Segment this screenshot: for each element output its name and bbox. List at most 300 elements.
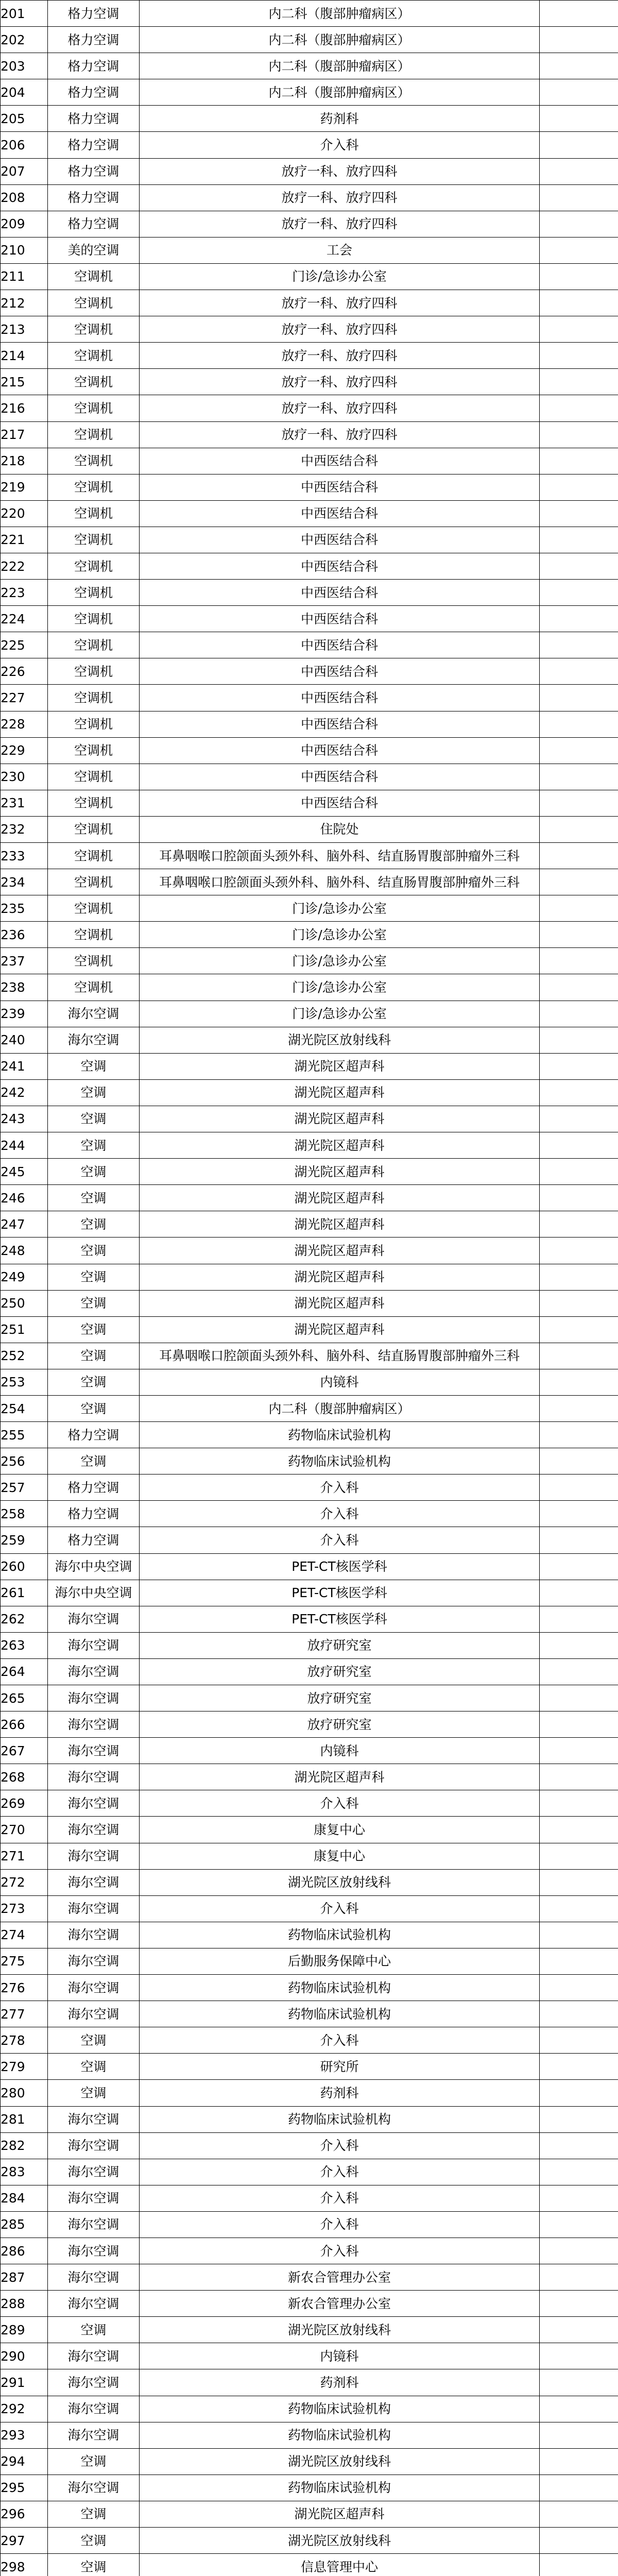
row-number-cell: 251 bbox=[1, 1316, 48, 1343]
row-number-cell: 239 bbox=[1, 1001, 48, 1027]
empty-cell bbox=[540, 1238, 618, 1264]
department-cell: 中西医结合科 bbox=[140, 632, 540, 658]
row-number-cell: 205 bbox=[1, 106, 48, 132]
equipment-type-cell: 海尔空调 bbox=[48, 2106, 140, 2132]
department-cell: 新农合管理办公室 bbox=[140, 2264, 540, 2291]
department-cell: 湖光院区超声科 bbox=[140, 1290, 540, 1316]
table-row bbox=[1, 263, 618, 290]
empty-cell bbox=[540, 1922, 618, 1948]
empty-cell bbox=[540, 1343, 618, 1369]
row-number-cell: 286 bbox=[1, 2238, 48, 2264]
table-row bbox=[1, 580, 618, 606]
equipment-type-cell: 空调 bbox=[48, 1185, 140, 1211]
table-row bbox=[1, 2238, 618, 2264]
department-cell: 湖光院区超声科 bbox=[140, 1079, 540, 1106]
empty-cell bbox=[540, 632, 618, 658]
empty-cell bbox=[540, 1606, 618, 1632]
department-cell: 中西医结合科 bbox=[140, 764, 540, 790]
empty-cell bbox=[540, 158, 618, 184]
row-number-cell: 237 bbox=[1, 948, 48, 974]
table-row bbox=[1, 500, 618, 527]
equipment-type-cell: 空调机 bbox=[48, 553, 140, 579]
table-row bbox=[1, 395, 618, 421]
row-number-cell: 221 bbox=[1, 527, 48, 553]
equipment-type-cell: 海尔空调 bbox=[48, 1685, 140, 1711]
table-row bbox=[1, 1316, 618, 1343]
table-row bbox=[1, 421, 618, 448]
equipment-type-cell: 海尔空调 bbox=[48, 1711, 140, 1738]
row-number-cell: 203 bbox=[1, 53, 48, 79]
table-row bbox=[1, 1817, 618, 1843]
row-number-cell: 226 bbox=[1, 658, 48, 685]
department-cell: 中西医结合科 bbox=[140, 448, 540, 474]
department-cell: 药物临床试验机构 bbox=[140, 2475, 540, 2501]
equipment-type-cell: 海尔空调 bbox=[48, 1895, 140, 1922]
equipment-type-cell: 格力空调 bbox=[48, 1527, 140, 1553]
row-number-cell: 292 bbox=[1, 2396, 48, 2422]
equipment-type-cell: 空调机 bbox=[48, 816, 140, 842]
department-cell: 中西医结合科 bbox=[140, 658, 540, 685]
equipment-type-cell: 空调 bbox=[48, 1132, 140, 1159]
department-cell: 放疗研究室 bbox=[140, 1711, 540, 1738]
table-row bbox=[1, 1975, 618, 2001]
table-row bbox=[1, 2554, 618, 2576]
department-cell: 介入科 bbox=[140, 1790, 540, 1817]
department-cell: 门诊/急诊办公室 bbox=[140, 895, 540, 922]
row-number-cell: 212 bbox=[1, 290, 48, 316]
empty-cell bbox=[540, 1369, 618, 1395]
table-row bbox=[1, 237, 618, 263]
department-cell: 内镜科 bbox=[140, 2343, 540, 2369]
empty-cell bbox=[540, 816, 618, 842]
row-number-cell: 241 bbox=[1, 1053, 48, 1079]
empty-cell bbox=[540, 1685, 618, 1711]
row-number-cell: 206 bbox=[1, 132, 48, 158]
equipment-type-cell: 格力空调 bbox=[48, 79, 140, 106]
empty-cell bbox=[540, 1132, 618, 1159]
equipment-type-cell: 空调 bbox=[48, 1079, 140, 1106]
department-cell: 介入科 bbox=[140, 1527, 540, 1553]
equipment-type-cell: 空调 bbox=[48, 2554, 140, 2576]
table-row bbox=[1, 632, 618, 658]
department-cell: 内二科（腹部肿瘤病区） bbox=[140, 79, 540, 106]
department-cell: PET-CT核医学科 bbox=[140, 1580, 540, 1606]
empty-cell bbox=[540, 1632, 618, 1658]
table-row bbox=[1, 2185, 618, 2211]
table-row bbox=[1, 184, 618, 211]
equipment-type-cell: 格力空调 bbox=[48, 1501, 140, 1527]
row-number-cell: 257 bbox=[1, 1475, 48, 1501]
empty-cell bbox=[540, 711, 618, 737]
empty-cell bbox=[540, 1895, 618, 1922]
row-number-cell: 255 bbox=[1, 1422, 48, 1448]
table-row bbox=[1, 2422, 618, 2448]
row-number-cell: 248 bbox=[1, 1238, 48, 1264]
equipment-type-cell: 空调机 bbox=[48, 263, 140, 290]
row-number-cell: 244 bbox=[1, 1132, 48, 1159]
empty-cell bbox=[540, 2132, 618, 2159]
table-row bbox=[1, 1580, 618, 1606]
equipment-type-cell: 海尔空调 bbox=[48, 1027, 140, 1053]
row-number-cell: 222 bbox=[1, 553, 48, 579]
empty-cell bbox=[540, 580, 618, 606]
equipment-type-cell: 空调机 bbox=[48, 606, 140, 632]
table-row bbox=[1, 1238, 618, 1264]
table-row bbox=[1, 2369, 618, 2396]
department-cell: 门诊/急诊办公室 bbox=[140, 1001, 540, 1027]
equipment-type-cell: 海尔空调 bbox=[48, 2343, 140, 2369]
row-number-cell: 269 bbox=[1, 1790, 48, 1817]
department-cell: 湖光院区放射线科 bbox=[140, 2317, 540, 2343]
row-number-cell: 256 bbox=[1, 1448, 48, 1475]
empty-cell bbox=[540, 869, 618, 895]
equipment-type-cell: 空调机 bbox=[48, 343, 140, 369]
department-cell: 湖光院区放射线科 bbox=[140, 1027, 540, 1053]
department-cell: 门诊/急诊办公室 bbox=[140, 948, 540, 974]
department-cell: 研究所 bbox=[140, 2054, 540, 2080]
empty-cell bbox=[540, 1185, 618, 1211]
equipment-type-cell: 空调机 bbox=[48, 580, 140, 606]
empty-cell bbox=[540, 1422, 618, 1448]
row-number-cell: 201 bbox=[1, 1, 48, 27]
empty-cell bbox=[540, 1501, 618, 1527]
department-cell: 湖光院区超声科 bbox=[140, 1238, 540, 1264]
department-cell: 药剂科 bbox=[140, 2369, 540, 2396]
equipment-type-cell: 海尔空调 bbox=[48, 2422, 140, 2448]
table-row bbox=[1, 843, 618, 869]
row-number-cell: 250 bbox=[1, 1290, 48, 1316]
empty-cell bbox=[540, 658, 618, 685]
row-number-cell: 291 bbox=[1, 2369, 48, 2396]
row-number-cell: 258 bbox=[1, 1501, 48, 1527]
empty-cell bbox=[540, 369, 618, 395]
department-cell: 湖光院区超声科 bbox=[140, 1132, 540, 1159]
table-row bbox=[1, 2291, 618, 2317]
equipment-type-cell: 空调机 bbox=[48, 711, 140, 737]
department-cell: 药物临床试验机构 bbox=[140, 2001, 540, 2027]
department-cell: 内二科（腹部肿瘤病区） bbox=[140, 27, 540, 53]
row-number-cell: 280 bbox=[1, 2080, 48, 2106]
table-row bbox=[1, 764, 618, 790]
table-row bbox=[1, 1343, 618, 1369]
empty-cell bbox=[540, 290, 618, 316]
department-cell: 药物临床试验机构 bbox=[140, 1448, 540, 1475]
table-row bbox=[1, 2159, 618, 2185]
department-cell: 门诊/急诊办公室 bbox=[140, 263, 540, 290]
empty-cell bbox=[540, 421, 618, 448]
empty-cell bbox=[540, 1580, 618, 1606]
row-number-cell: 229 bbox=[1, 737, 48, 764]
table-row bbox=[1, 1, 618, 27]
table-row bbox=[1, 974, 618, 1001]
row-number-cell: 209 bbox=[1, 211, 48, 237]
row-number-cell: 270 bbox=[1, 1817, 48, 1843]
row-number-cell: 294 bbox=[1, 2448, 48, 2475]
department-cell: 湖光院区放射线科 bbox=[140, 2448, 540, 2475]
row-number-cell: 273 bbox=[1, 1895, 48, 1922]
empty-cell bbox=[540, 2475, 618, 2501]
department-cell: 湖光院区超声科 bbox=[140, 1106, 540, 1132]
department-cell: 放疗一科、放疗四科 bbox=[140, 211, 540, 237]
department-cell: 中西医结合科 bbox=[140, 500, 540, 527]
row-number-cell: 287 bbox=[1, 2264, 48, 2291]
department-cell: 耳鼻咽喉口腔颌面头颈外科、脑外科、结直肠胃腹部肿瘤外三科 bbox=[140, 869, 540, 895]
empty-cell bbox=[540, 790, 618, 816]
equipment-type-cell: 海尔空调 bbox=[48, 1001, 140, 1027]
equipment-type-cell: 海尔空调 bbox=[48, 1922, 140, 1948]
table-row bbox=[1, 1711, 618, 1738]
equipment-type-cell: 空调 bbox=[48, 2448, 140, 2475]
department-cell: 后勤服务保障中心 bbox=[140, 1948, 540, 1974]
department-cell: 介入科 bbox=[140, 1475, 540, 1501]
department-cell: 放疗一科、放疗四科 bbox=[140, 290, 540, 316]
row-number-cell: 253 bbox=[1, 1369, 48, 1395]
department-cell: 放疗研究室 bbox=[140, 1658, 540, 1685]
equipment-type-cell: 空调 bbox=[48, 1316, 140, 1343]
table-row bbox=[1, 158, 618, 184]
equipment-type-cell: 海尔空调 bbox=[48, 2291, 140, 2317]
equipment-type-cell: 海尔空调 bbox=[48, 1790, 140, 1817]
row-number-cell: 216 bbox=[1, 395, 48, 421]
row-number-cell: 263 bbox=[1, 1632, 48, 1658]
equipment-type-cell: 格力空调 bbox=[48, 27, 140, 53]
row-number-cell: 232 bbox=[1, 816, 48, 842]
row-number-cell: 202 bbox=[1, 27, 48, 53]
table-row bbox=[1, 2264, 618, 2291]
equipment-type-cell: 格力空调 bbox=[48, 1475, 140, 1501]
table-row bbox=[1, 1553, 618, 1580]
empty-cell bbox=[540, 2422, 618, 2448]
row-number-cell: 260 bbox=[1, 1553, 48, 1580]
department-cell: 放疗研究室 bbox=[140, 1685, 540, 1711]
empty-cell bbox=[540, 2159, 618, 2185]
empty-cell bbox=[540, 2369, 618, 2396]
row-number-cell: 225 bbox=[1, 632, 48, 658]
table-row bbox=[1, 290, 618, 316]
empty-cell bbox=[540, 2317, 618, 2343]
row-number-cell: 293 bbox=[1, 2422, 48, 2448]
row-number-cell: 282 bbox=[1, 2132, 48, 2159]
table-row bbox=[1, 1922, 618, 1948]
equipment-type-cell: 空调机 bbox=[48, 500, 140, 527]
table-row bbox=[1, 606, 618, 632]
empty-cell bbox=[540, 2238, 618, 2264]
equipment-type-cell: 空调机 bbox=[48, 764, 140, 790]
equipment-type-cell: 空调机 bbox=[48, 474, 140, 500]
department-cell: 湖光院区超声科 bbox=[140, 1764, 540, 1790]
empty-cell bbox=[540, 1869, 618, 1895]
department-cell: 湖光院区超声科 bbox=[140, 1264, 540, 1290]
row-number-cell: 261 bbox=[1, 1580, 48, 1606]
empty-cell bbox=[540, 263, 618, 290]
table-row bbox=[1, 1159, 618, 1185]
row-number-cell: 272 bbox=[1, 1869, 48, 1895]
empty-cell bbox=[540, 2001, 618, 2027]
department-cell: 中西医结合科 bbox=[140, 580, 540, 606]
table-row bbox=[1, 1764, 618, 1790]
department-cell: 介入科 bbox=[140, 132, 540, 158]
row-number-cell: 231 bbox=[1, 790, 48, 816]
table-row bbox=[1, 2211, 618, 2238]
row-number-cell: 288 bbox=[1, 2291, 48, 2317]
table-row bbox=[1, 1632, 618, 1658]
department-cell: 中西医结合科 bbox=[140, 474, 540, 500]
equipment-type-cell: 格力空调 bbox=[48, 211, 140, 237]
department-cell: 药物临床试验机构 bbox=[140, 1922, 540, 1948]
department-cell: 湖光院区超声科 bbox=[140, 1185, 540, 1211]
empty-cell bbox=[540, 974, 618, 1001]
equipment-type-cell: 格力空调 bbox=[48, 184, 140, 211]
row-number-cell: 285 bbox=[1, 2211, 48, 2238]
empty-cell bbox=[540, 448, 618, 474]
department-cell: 内二科（腹部肿瘤病区） bbox=[140, 1, 540, 27]
table-row bbox=[1, 343, 618, 369]
equipment-type-cell: 格力空调 bbox=[48, 1, 140, 27]
row-number-cell: 298 bbox=[1, 2554, 48, 2576]
department-cell: 湖光院区放射线科 bbox=[140, 1869, 540, 1895]
empty-cell bbox=[540, 1211, 618, 1238]
equipment-type-cell: 格力空调 bbox=[48, 158, 140, 184]
row-number-cell: 265 bbox=[1, 1685, 48, 1711]
equipment-type-cell: 空调机 bbox=[48, 369, 140, 395]
row-number-cell: 242 bbox=[1, 1079, 48, 1106]
table-row bbox=[1, 1422, 618, 1448]
empty-cell bbox=[540, 2054, 618, 2080]
empty-cell bbox=[540, 1264, 618, 1290]
department-cell: 放疗一科、放疗四科 bbox=[140, 395, 540, 421]
table-row bbox=[1, 2317, 618, 2343]
empty-cell bbox=[540, 1027, 618, 1053]
row-number-cell: 249 bbox=[1, 1264, 48, 1290]
table-row bbox=[1, 1527, 618, 1553]
equipment-type-cell: 海尔空调 bbox=[48, 2159, 140, 2185]
table-row bbox=[1, 1738, 618, 1764]
department-cell: 介入科 bbox=[140, 1501, 540, 1527]
row-number-cell: 262 bbox=[1, 1606, 48, 1632]
department-cell: 放疗一科、放疗四科 bbox=[140, 158, 540, 184]
empty-cell bbox=[540, 922, 618, 948]
empty-cell bbox=[540, 2554, 618, 2576]
row-number-cell: 271 bbox=[1, 1843, 48, 1869]
row-number-cell: 279 bbox=[1, 2054, 48, 2080]
empty-cell bbox=[540, 1, 618, 27]
empty-cell bbox=[540, 2448, 618, 2475]
table-row bbox=[1, 1869, 618, 1895]
empty-cell bbox=[540, 2291, 618, 2317]
table-row bbox=[1, 448, 618, 474]
table-row bbox=[1, 2132, 618, 2159]
row-number-cell: 210 bbox=[1, 237, 48, 263]
department-cell: 门诊/急诊办公室 bbox=[140, 974, 540, 1001]
equipment-type-cell: 海尔空调 bbox=[48, 1764, 140, 1790]
table-row bbox=[1, 1475, 618, 1501]
row-number-cell: 235 bbox=[1, 895, 48, 922]
empty-cell bbox=[540, 1290, 618, 1316]
table-row bbox=[1, 2396, 618, 2422]
equipment-type-cell: 空调 bbox=[48, 1106, 140, 1132]
empty-cell bbox=[540, 1817, 618, 1843]
row-number-cell: 234 bbox=[1, 869, 48, 895]
equipment-type-cell: 海尔空调 bbox=[48, 1843, 140, 1869]
department-cell: 介入科 bbox=[140, 2159, 540, 2185]
empty-cell bbox=[540, 1711, 618, 1738]
equipment-type-cell: 空调 bbox=[48, 2054, 140, 2080]
equipment-type-cell: 海尔空调 bbox=[48, 1606, 140, 1632]
equipment-type-cell: 空调机 bbox=[48, 974, 140, 1001]
table-row bbox=[1, 1948, 618, 1974]
department-cell: 中西医结合科 bbox=[140, 527, 540, 553]
equipment-type-cell: 空调机 bbox=[48, 843, 140, 869]
department-cell: 中西医结合科 bbox=[140, 685, 540, 711]
department-cell: 药物临床试验机构 bbox=[140, 1975, 540, 2001]
equipment-type-cell: 海尔空调 bbox=[48, 1817, 140, 1843]
equipment-type-cell: 空调 bbox=[48, 2501, 140, 2527]
row-number-cell: 243 bbox=[1, 1106, 48, 1132]
empty-cell bbox=[540, 1475, 618, 1501]
equipment-type-cell: 空调机 bbox=[48, 290, 140, 316]
equipment-type-cell: 空调机 bbox=[48, 395, 140, 421]
empty-cell bbox=[540, 106, 618, 132]
equipment-type-cell: 海尔空调 bbox=[48, 2238, 140, 2264]
department-cell: 药物临床试验机构 bbox=[140, 2106, 540, 2132]
row-number-cell: 211 bbox=[1, 263, 48, 290]
table-row bbox=[1, 2343, 618, 2369]
department-cell: 内镜科 bbox=[140, 1738, 540, 1764]
empty-cell bbox=[540, 1948, 618, 1974]
table-row bbox=[1, 1790, 618, 1817]
equipment-type-cell: 空调 bbox=[48, 1290, 140, 1316]
empty-cell bbox=[540, 53, 618, 79]
equipment-type-cell: 空调 bbox=[48, 1238, 140, 1264]
table-row bbox=[1, 132, 618, 158]
row-number-cell: 219 bbox=[1, 474, 48, 500]
equipment-type-cell: 空调 bbox=[48, 2080, 140, 2106]
table-row bbox=[1, 316, 618, 343]
row-number-cell: 224 bbox=[1, 606, 48, 632]
empty-cell bbox=[540, 1001, 618, 1027]
equipment-type-cell: 海尔空调 bbox=[48, 2396, 140, 2422]
table-row bbox=[1, 1001, 618, 1027]
equipment-type-cell: 海尔空调 bbox=[48, 1975, 140, 2001]
equipment-type-cell: 空调机 bbox=[48, 632, 140, 658]
equipment-type-cell: 空调 bbox=[48, 2027, 140, 2054]
empty-cell bbox=[540, 1738, 618, 1764]
equipment-type-cell: 格力空调 bbox=[48, 53, 140, 79]
equipment-type-cell: 空调 bbox=[48, 2528, 140, 2554]
row-number-cell: 284 bbox=[1, 2185, 48, 2211]
department-cell: 住院处 bbox=[140, 816, 540, 842]
table-row bbox=[1, 948, 618, 974]
table-row bbox=[1, 869, 618, 895]
row-number-cell: 217 bbox=[1, 421, 48, 448]
row-number-cell: 297 bbox=[1, 2528, 48, 2554]
row-number-cell: 264 bbox=[1, 1658, 48, 1685]
table-row bbox=[1, 1106, 618, 1132]
empty-cell bbox=[540, 948, 618, 974]
department-cell: 内镜科 bbox=[140, 1369, 540, 1395]
row-number-cell: 295 bbox=[1, 2475, 48, 2501]
empty-cell bbox=[540, 2396, 618, 2422]
row-number-cell: 220 bbox=[1, 500, 48, 527]
equipment-type-cell: 空调 bbox=[48, 2317, 140, 2343]
equipment-type-cell: 空调 bbox=[48, 1369, 140, 1395]
equipment-type-cell: 海尔空调 bbox=[48, 1738, 140, 1764]
equipment-type-cell: 海尔空调 bbox=[48, 1632, 140, 1658]
row-number-cell: 266 bbox=[1, 1711, 48, 1738]
department-cell: 中西医结合科 bbox=[140, 606, 540, 632]
row-number-cell: 215 bbox=[1, 369, 48, 395]
table-row bbox=[1, 1685, 618, 1711]
